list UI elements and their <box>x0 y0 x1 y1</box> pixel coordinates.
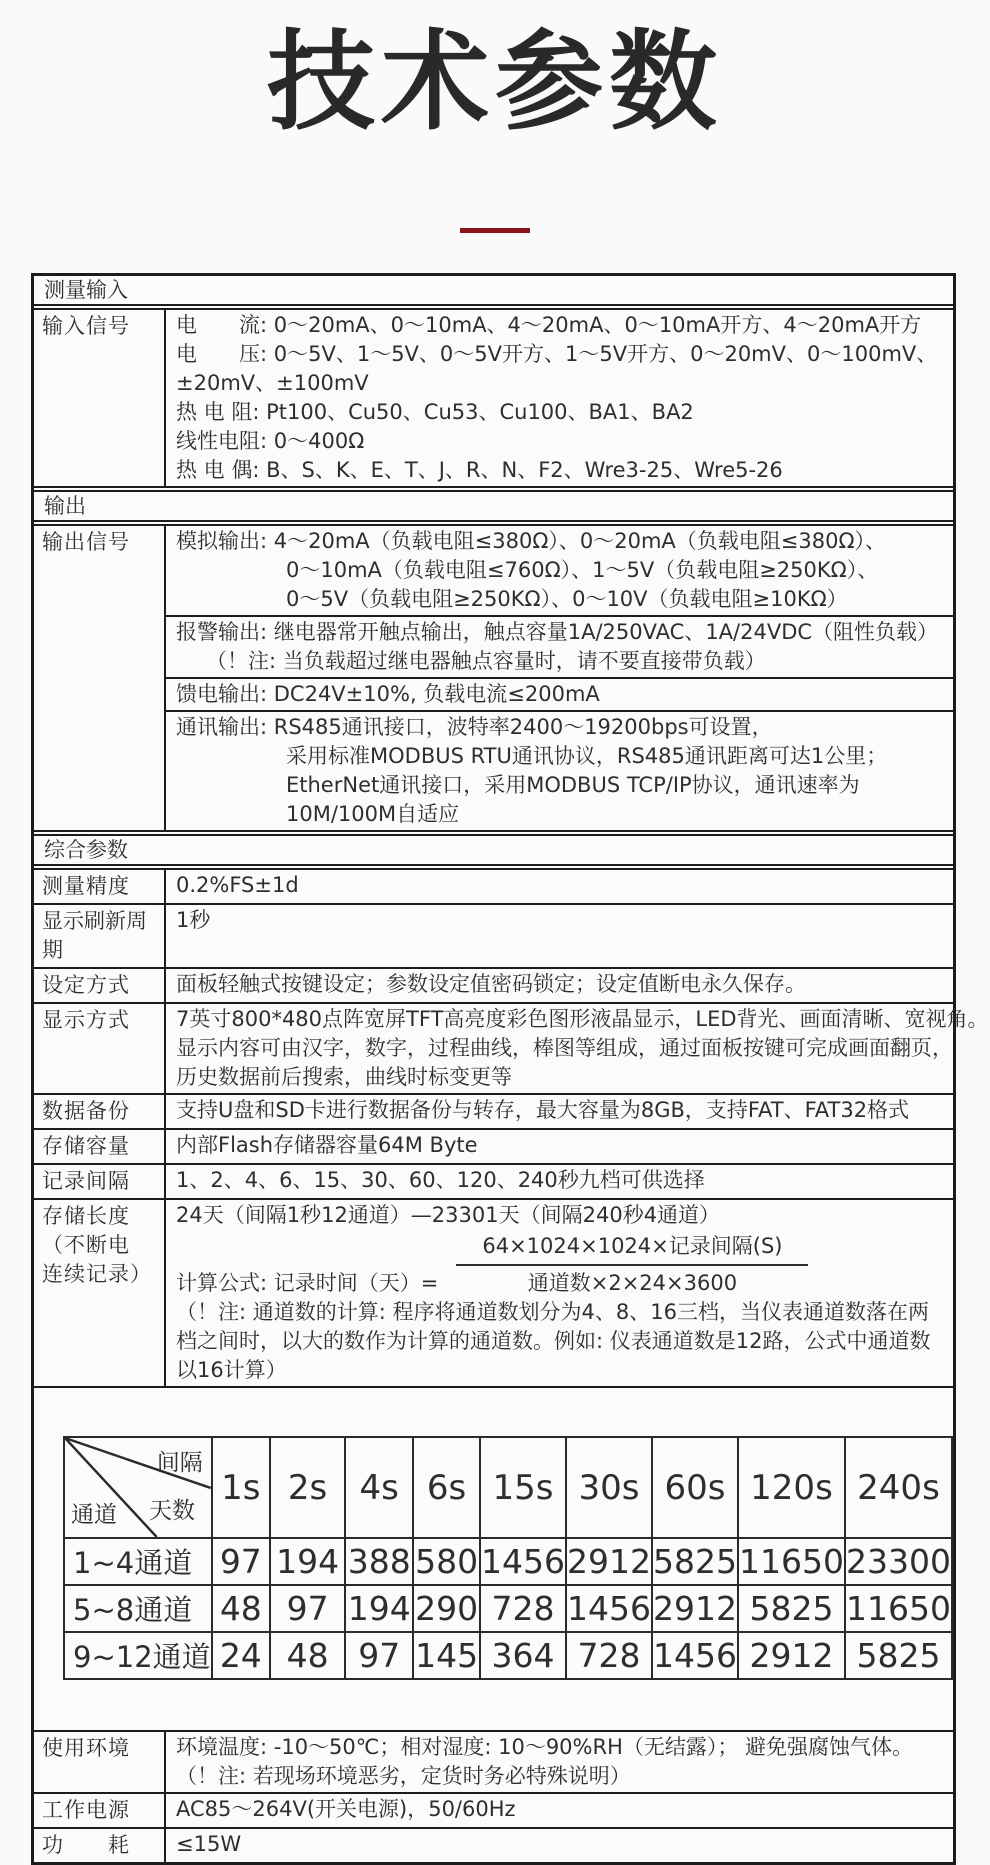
setting-value: 面板轻触式按键设定；参数设定值密码锁定；设定值断电永久保存。 <box>176 972 806 996</box>
formula-numerator: 64×1024×1024×记录间隔(S) <box>456 1232 808 1266</box>
subrow-alarm-output <box>166 617 953 679</box>
days-cell: 48 <box>270 1632 345 1679</box>
environment-content <box>166 1732 953 1792</box>
days-cell: 5825 <box>845 1632 952 1679</box>
subrow-comm-output <box>166 712 953 830</box>
spec-table <box>31 273 989 1865</box>
refresh-value: 1秒 <box>176 908 211 932</box>
row-header: 9~12通道 <box>64 1632 212 1679</box>
storage-formula <box>176 1232 949 1298</box>
spec-line: ±20mV、±100mV <box>176 371 369 395</box>
spec-line: 历史数据前后搜索，曲线时标变更等 <box>176 1065 512 1089</box>
spec-line: 电 压: 0～5V、1～5V、0～5V开方、1～5V开方、0～20mV、0～100mV、 <box>176 342 938 366</box>
row-label-storage-length <box>34 1200 166 1386</box>
table-row <box>64 1538 952 1585</box>
col-header: 15s <box>480 1437 566 1538</box>
spec-line: （！注: 当负载超过继电器触点容量时，请不要直接带负载） <box>206 649 766 673</box>
subrow-analog-output <box>166 526 953 617</box>
col-header: 1s <box>212 1437 270 1538</box>
label-line: （不断电 <box>42 1233 130 1257</box>
days-cell: 1456 <box>652 1632 738 1679</box>
col-header: 120s <box>738 1437 845 1538</box>
label-line: 连续记录） <box>42 1262 152 1286</box>
spec-line: 热 电 阻: Pt100、Cu50、Cu53、Cu100、BA1、BA2 <box>176 400 694 424</box>
input-signal-content <box>166 310 953 486</box>
row-label-display: 显示方式 <box>34 1004 166 1093</box>
days-cell: 5825 <box>652 1538 738 1585</box>
days-cell: 194 <box>345 1585 413 1632</box>
storage-length-content <box>166 1200 953 1386</box>
col-header: 2s <box>270 1437 345 1538</box>
corner-label-interval: 间隔 <box>156 1450 203 1476</box>
interval-header-row <box>64 1437 952 1538</box>
days-cell: 2912 <box>652 1585 738 1632</box>
row-label-environment: 使用环境 <box>34 1732 166 1792</box>
backup-value: 支持U盘和SD卡进行数据备份与转存，最大容量为8GB，支持FAT、FAT32格式 <box>176 1098 910 1122</box>
days-cell: 2912 <box>566 1538 652 1585</box>
spec-line: 线性电阻: 0～400Ω <box>176 429 365 453</box>
days-cell: 388 <box>345 1538 413 1585</box>
spec-line: 电 流: 0～20mA、0～10mA、4～20mA、0～10mA开方、4～20mA开方 <box>176 313 922 337</box>
spec-line: 以16计算） <box>176 1358 287 1382</box>
days-cell: 11650 <box>845 1585 952 1632</box>
section-header-general: 综合参数 <box>34 834 953 866</box>
title-underline <box>460 228 530 233</box>
spec-line: （！注: 若现场环境恶劣，定货时务必特殊说明） <box>176 1764 631 1788</box>
section-header-output: 输出 <box>34 490 953 522</box>
days-cell: 2912 <box>738 1632 845 1679</box>
row-environment <box>34 1732 953 1794</box>
row-backup <box>34 1095 953 1130</box>
table-row <box>64 1585 952 1632</box>
row-label-power: 工作电源 <box>34 1794 166 1827</box>
days-cell: 5825 <box>738 1585 845 1632</box>
days-cell: 48 <box>212 1585 270 1632</box>
col-header: 6s <box>413 1437 480 1538</box>
formula-denominator: 通道数×2×24×3600 <box>527 1271 738 1295</box>
row-header: 5~8通道 <box>64 1585 212 1632</box>
table-row <box>64 1632 952 1679</box>
row-interval <box>34 1165 953 1200</box>
corner-label-days: 天数 <box>149 1498 195 1524</box>
row-display <box>34 1004 989 1095</box>
interval-days-table <box>63 1436 953 1680</box>
row-label-capacity: 存储容量 <box>34 1130 166 1163</box>
spec-line: 采用标准MODBUS RTU通讯协议，RS485通讯距离可达1公里； <box>286 744 888 768</box>
spec-line: 0～10mA（负载电阻≤760Ω）、1～5V（负载电阻≥250KΩ）、 <box>286 558 879 582</box>
row-label-refresh: 显示刷新周期 <box>34 905 166 967</box>
label-line: 存储长度 <box>42 1204 130 1228</box>
row-label-interval: 记录间隔 <box>34 1165 166 1198</box>
corner-cell <box>64 1437 212 1538</box>
row-accuracy <box>34 868 953 905</box>
days-cell: 194 <box>270 1538 345 1585</box>
col-header: 60s <box>652 1437 738 1538</box>
row-label-backup: 数据备份 <box>34 1095 166 1128</box>
days-cell: 97 <box>345 1632 413 1679</box>
spec-line: 显示内容可由汉字，数字，过程曲线，棒图等组成，通过面板按键可完成画面翻页， <box>176 1036 953 1060</box>
spec-line: 档之间时，以大的数作为计算的通道数。例如: 仪表通道数是12路，公式中通道数 <box>176 1329 931 1353</box>
spec-line: 0～5V（负载电阻≥250KΩ）、0～10V（负载电阻≥10KΩ） <box>286 587 848 611</box>
col-header: 30s <box>566 1437 652 1538</box>
row-label-consumption: 功 耗 <box>34 1829 166 1862</box>
row-header: 1~4通道 <box>64 1538 212 1585</box>
days-cell: 728 <box>566 1632 652 1679</box>
days-cell: 364 <box>480 1632 566 1679</box>
spec-line: 通讯输出: RS485通讯接口，波特率2400～19200bps可设置， <box>176 715 773 739</box>
days-cell: 24 <box>212 1632 270 1679</box>
row-label-output-signal: 输出信号 <box>34 526 166 830</box>
output-signal-content <box>166 526 953 830</box>
days-cell: 145 <box>413 1632 480 1679</box>
spec-line: 热 电 偶: B、S、K、E、T、J、R、N、F2、Wre3-25、Wre5-26 <box>176 458 783 482</box>
spec-line: （！注: 通道数的计算: 程序将通道数划分为4、8、16三档，当仪表通道数落在两 <box>176 1300 929 1324</box>
spec-line: 馈电输出: DC24V±10%, 负载电流≤200mA <box>176 682 600 706</box>
display-content <box>166 1004 990 1093</box>
days-cell: 11650 <box>738 1538 845 1585</box>
col-header: 240s <box>845 1437 952 1538</box>
row-capacity <box>34 1130 953 1165</box>
interval-value: 1、2、4、6、15、30、60、120、240秒九档可供选择 <box>176 1168 705 1192</box>
row-storage-length <box>34 1200 953 1388</box>
days-cell: 97 <box>270 1585 345 1632</box>
days-cell: 580 <box>413 1538 480 1585</box>
row-label-input-signal: 输入信号 <box>34 310 166 486</box>
subrow-feed-output <box>166 679 953 712</box>
spec-line: 报警输出: 继电器常开触点输出，触点容量1A/250VAC、1A/24VDC（阻性负载） <box>176 620 939 644</box>
days-cell: 728 <box>480 1585 566 1632</box>
page-title: 技术参数 <box>266 20 723 145</box>
row-label-accuracy: 测量精度 <box>34 870 166 903</box>
row-output-signal <box>34 524 953 832</box>
corner-label-channel: 通道 <box>71 1502 117 1528</box>
accuracy-value: 0.2%FS±1d <box>176 873 299 897</box>
section-header-measure-input: 测量输入 <box>34 276 953 306</box>
row-power <box>34 1794 953 1829</box>
days-cell: 23300 <box>845 1538 952 1585</box>
formula-prefix: 计算公式: 记录时间（天）= <box>176 1271 439 1295</box>
row-label-setting: 设定方式 <box>34 969 166 1002</box>
row-setting <box>34 969 953 1004</box>
power-value: AC85～264V(开关电源)，50/60Hz <box>176 1797 516 1821</box>
days-cell: 1456 <box>480 1538 566 1585</box>
spec-line: 7英寸800*480点阵宽屏TFT高亮度彩色图形液晶显示，LED背光、画面清晰、宽视角。 <box>176 1007 989 1031</box>
formula-fraction <box>456 1232 808 1298</box>
days-cell: 290 <box>413 1585 480 1632</box>
capacity-value: 内部Flash存储器容量64M Byte <box>176 1133 478 1157</box>
spec-line: EtherNet通讯接口，采用MODBUS TCP/IP协议，通讯速率为10M/100M自适应 <box>286 773 860 826</box>
row-input-signal <box>34 308 953 488</box>
consumption-value: ≤15W <box>176 1832 242 1856</box>
storage-range: 24天（间隔1秒12通道）—23301天（间隔240秒4通道） <box>176 1203 721 1227</box>
row-consumption <box>34 1829 953 1862</box>
interval-table-cell <box>34 1388 953 1732</box>
row-refresh <box>34 905 953 969</box>
days-cell: 97 <box>212 1538 270 1585</box>
spec-line: 环境温度: -10～50℃；相对湿度: 10～90%RH（无结露）； 避免强腐蚀气体。 <box>176 1735 914 1759</box>
spec-line: 模拟输出: 4～20mA（负载电阻≤380Ω）、0～20mA（负载电阻≤380Ω）、 <box>176 529 887 553</box>
col-header: 4s <box>345 1437 413 1538</box>
days-cell: 1456 <box>566 1585 652 1632</box>
